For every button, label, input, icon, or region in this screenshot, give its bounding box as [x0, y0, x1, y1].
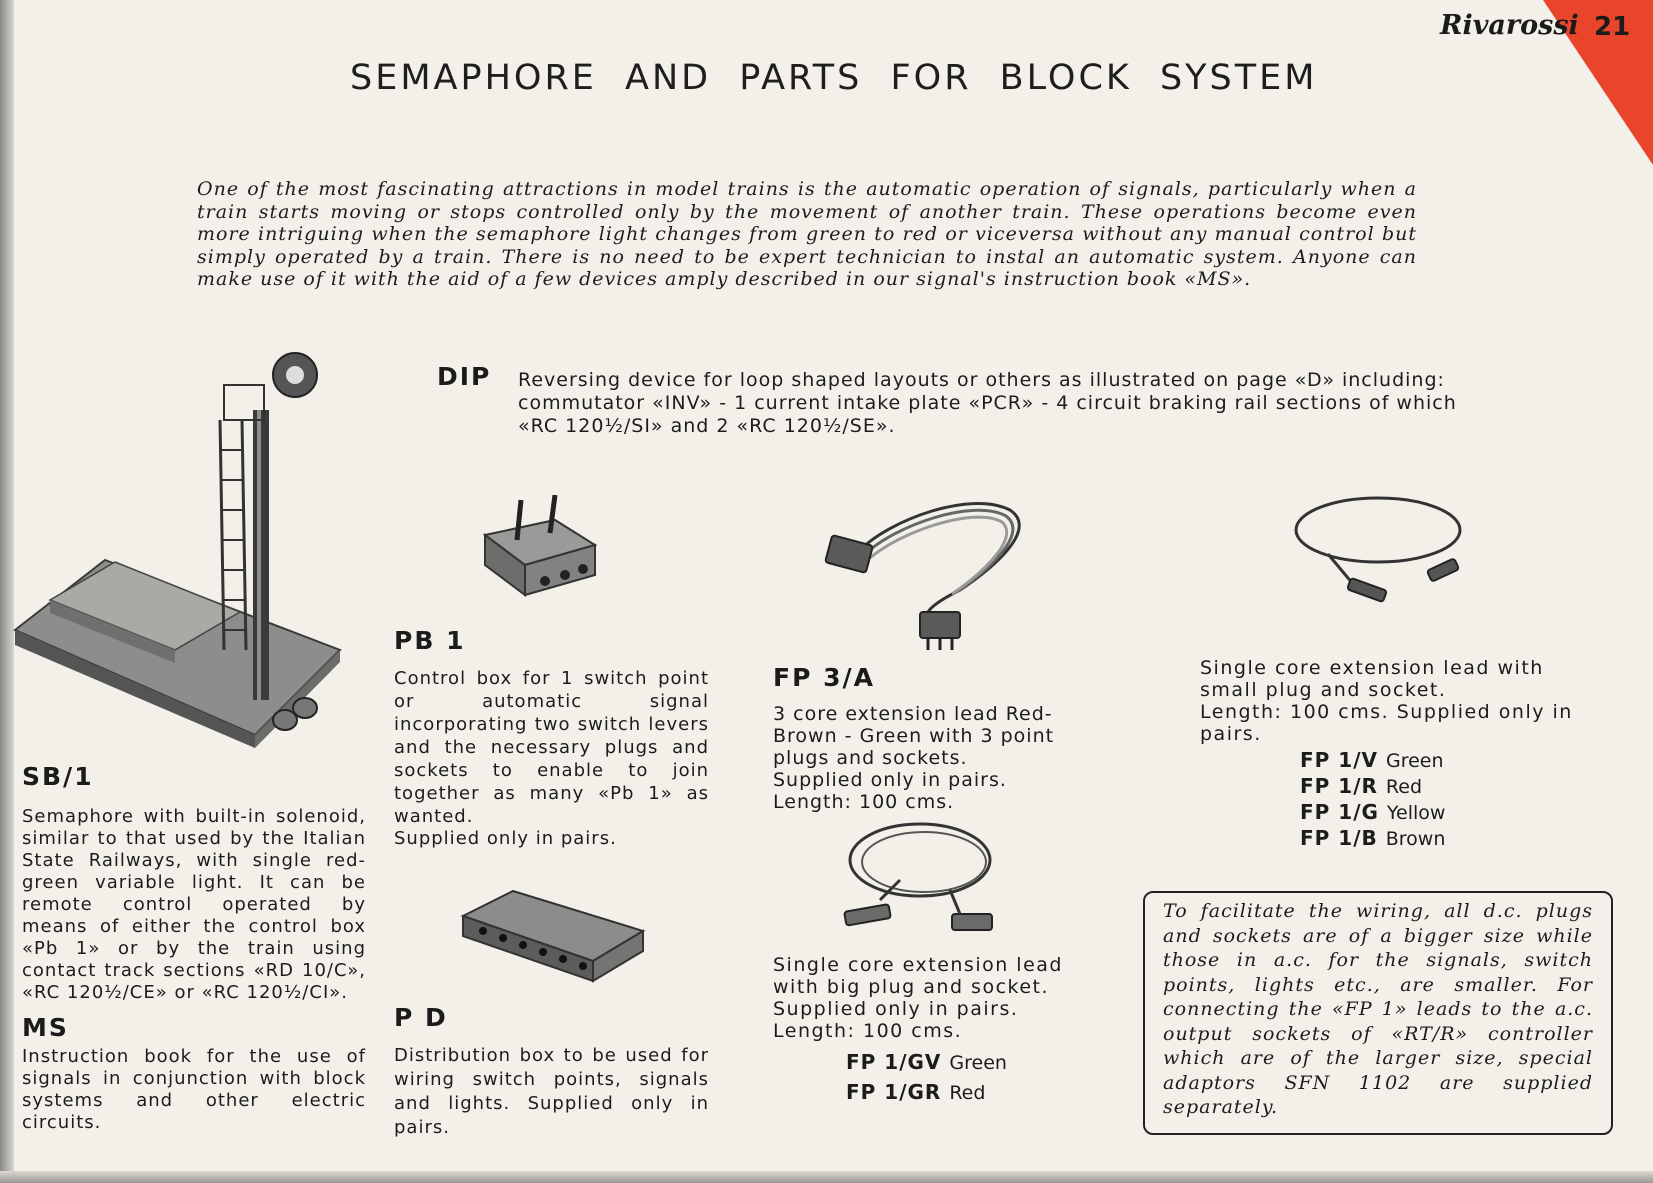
pb1-supply: Supplied only in pairs.	[394, 828, 617, 849]
variant-code: FP 1/V	[1300, 748, 1378, 772]
note-text: To facilitate the wiring, all d.c. plugs and sockets are of a bigger size while those in a.c. for the signals, switch points, lights etc., are smaller. For connecting the «FP 1» leads to the a.c. output sockets of «RT/R» controller which are of the larger size, special adaptors SFN 1102 are supplied separately.	[1163, 900, 1593, 1118]
fp1-big-description	[773, 954, 1063, 1042]
variant-code: FP 1/B	[1300, 826, 1378, 850]
variant-color: Brown	[1385, 828, 1446, 850]
dip-line: commutator «INV» - 1 current intake plate «PCR» - 4 circuit braking rail sections of which	[518, 392, 1457, 414]
brand-logo: Rivarossi	[1440, 10, 1579, 41]
distribution-box-illustration	[458, 886, 648, 986]
variant-color: Red	[1385, 776, 1423, 798]
fp1-small-variants	[1300, 748, 1445, 852]
fp1-small-description	[1200, 657, 1573, 745]
pb1-description: Control box for 1 switch point or automatic signal incorporating two switch levers and the necessary plugs and sockets to enable to join together as many «Pb 1» as wanted.	[394, 668, 709, 827]
variant-item	[1300, 748, 1445, 774]
variant-item	[846, 1048, 1007, 1078]
fp3a-line: plugs and sockets.	[773, 747, 968, 769]
page-number: 21	[1594, 12, 1631, 42]
ms-code: MS	[22, 1013, 69, 1042]
variant-code: FP 1/R	[1300, 774, 1378, 798]
fp3a-line: Brown - Green with 3 point	[773, 725, 1055, 747]
variant-item	[1300, 826, 1445, 852]
dip-description	[518, 369, 1457, 438]
fp1-small-line: small plug and socket.	[1200, 679, 1447, 701]
page-title: SEMAPHORE AND PARTS FOR BLOCK SYSTEM	[350, 58, 1318, 98]
fp1-big-line: Supplied only in pairs.	[773, 998, 1019, 1020]
variant-color: Red	[949, 1082, 986, 1104]
pd-code: P D	[394, 1003, 448, 1032]
pd-description: Distribution box to be used for wiring switch points, signals and lights. Supplied only in pairs.	[394, 1045, 709, 1138]
variant-color: Green	[1385, 750, 1444, 772]
fp1-big-line: Length: 100 cms.	[773, 1020, 963, 1042]
ms-description: Instruction book for the use of signals in conjunction with block systems and other electric circuits.	[22, 1046, 366, 1133]
fp1-small-line: Single core extension lead with	[1200, 657, 1544, 679]
three-core-lead-illustration	[820, 490, 1030, 650]
fp3a-code: FP 3/A	[773, 663, 875, 692]
control-box-illustration	[475, 495, 605, 605]
variant-code: FP 1/G	[1300, 800, 1379, 824]
variant-item	[1300, 800, 1445, 826]
variant-item	[1300, 774, 1445, 800]
variant-code: FP 1/GR	[846, 1080, 942, 1104]
fp1-small-line: pairs.	[1200, 723, 1262, 745]
dip-line: «RC 120½/SI» and 2 «RC 120½/SE».	[518, 415, 896, 437]
variant-color: Green	[949, 1052, 1007, 1074]
dip-code: DIP	[437, 362, 492, 391]
fp1-small-line: Length: 100 cms. Supplied only in	[1200, 701, 1573, 723]
intro-paragraph: One of the most fascinating attractions in model trains is the automatic operation of signals, particularly when a train starts moving or stops controlled only by the movement of another train. These operations become even more intriguing when the semaphore light changes from green to red or viceversa without any manual control but simply operated by a train. There is no need to be expert technician to instal an automatic system. Anyone can make use of it with the aid of a few devices amply described in our signal's instruction book «MS».	[197, 178, 1417, 290]
variant-code: FP 1/GV	[846, 1050, 942, 1074]
fp1-big-line: with big plug and socket.	[773, 976, 1050, 998]
sb1-description: Semaphore with built-in solenoid, similar to that used by the Italian State Railways, with single red-green variable light. It can be remote control operated by means of either the control box «Pb 1» or by the train using contact track sections «RD 10/C», «RC 120½/CE» or «RC 120½/CI».	[22, 806, 366, 1003]
fp1-big-line: Single core extension lead	[773, 954, 1063, 976]
big-plug-lead-illustration	[840, 820, 1000, 940]
dip-line: Reversing device for loop shaped layouts or others as illustrated on page «D» including:	[518, 369, 1445, 391]
fp3a-line: Length: 100 cms.	[773, 791, 955, 813]
fp3a-line: 3 core extension lead Red-	[773, 703, 1053, 725]
variant-item	[846, 1078, 1007, 1108]
page-edge-bottom	[0, 1171, 1653, 1183]
small-plug-lead-illustration	[1288, 492, 1473, 612]
variant-color: Yellow	[1386, 802, 1446, 824]
fp1-big-variants	[846, 1048, 1007, 1108]
fp3a-line: Supplied only in pairs.	[773, 769, 1007, 791]
fp3a-description	[773, 703, 1054, 813]
semaphore-illustration	[10, 350, 360, 750]
sb1-code: SB/1	[22, 762, 94, 791]
pb1-code: PB 1	[394, 626, 466, 655]
